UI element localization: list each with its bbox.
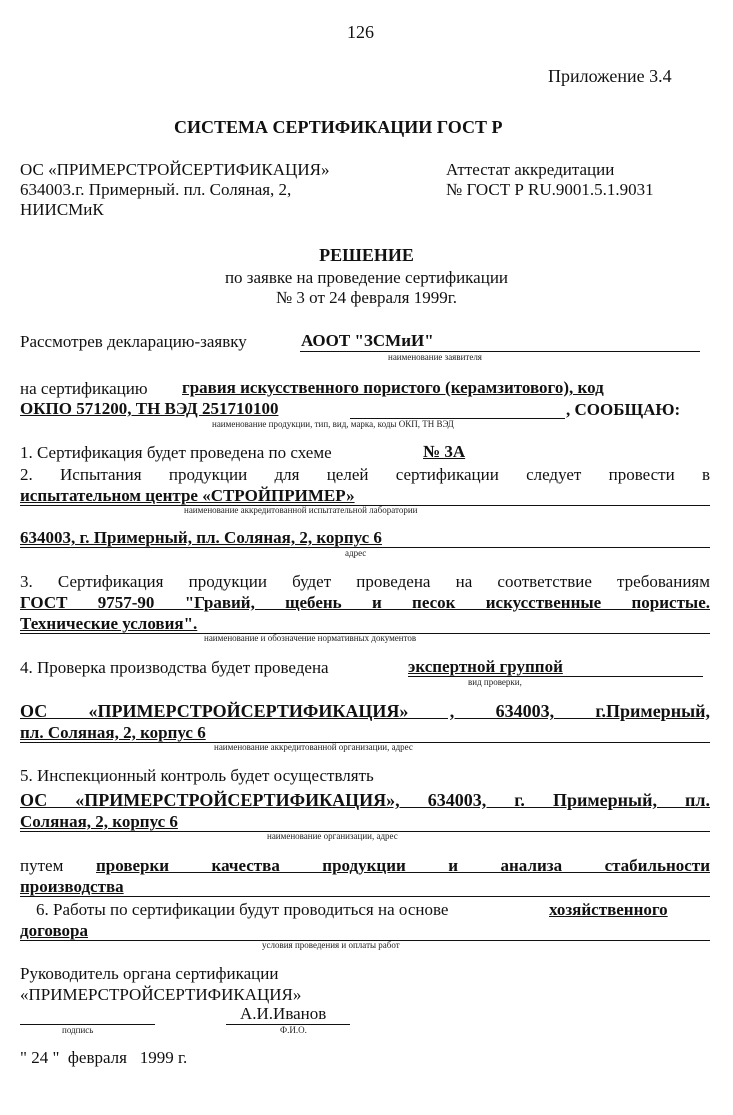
item-3-standard-line-1: ГОСТ 9757-90 "Гравий, щебень и песок искусственные пористые. [20,593,710,612]
system-title: СИСТЕМА СЕРТИФИКАЦИИ ГОСТ Р [174,117,503,137]
item-2-text: 2. Испытания продукции для целей сертификации следует провести в [20,465,710,484]
item-4-org-line-1: ОС «ПРИМЕРСТРОЙСЕРТИФИКАЦИЯ» , 634003, г.Примерный, [20,701,710,721]
item-3-text: 3. Сертификация продукции будет проведена на соответствие требованиям [20,572,710,591]
appendix-label: Приложение 3.4 [548,66,672,86]
applicant-underline [300,351,700,352]
item-6-basis-line-1: хозяйственного [549,900,668,919]
decision-subtitle: по заявке на проведение сертификации [224,268,509,287]
item-5-org-line-2: Соляная, 2, корпус 6 [20,812,178,831]
item-5-method-line-1: проверки качества продукции и анализа стабильности [96,856,710,875]
item-2-address-caption: адрес [345,548,367,558]
item-2-caption: наименование аккредитованной испытательной лаборатории [184,505,418,515]
item-6-caption: условия проведения и оплаты работ [262,940,400,950]
signature-sign-caption: подпись [62,1025,94,1035]
signature-role-line-1: Руководитель органа сертификации [20,964,279,983]
product-name-line-1: гравия искусственного пористого (керамзитового), код [182,378,604,397]
product-name-line-2: ОКПО 571200, ТН ВЭД 251710100 [20,399,279,418]
item-5-method-underline [20,896,710,897]
page-number: 126 [347,22,374,42]
item-5-text: 5. Инспекционный контроль будет осуществлять [20,766,374,785]
item-4-underline [408,676,703,677]
item-5-method-line-2: производства [20,877,124,896]
product-prefix: на сертификацию [20,379,148,398]
attestat-line-2: № ГОСТ Р RU.9001.5.1.9031 [446,180,654,199]
item-1-text: 1. Сертификация будет проведена по схеме [20,443,332,462]
item-3-caption: наименование и обозначение нормативных документов [204,633,417,643]
item-3-standard-line-2: Технические условия". [20,614,198,633]
item-2-lab: испытательном центре «СТРОЙПРИМЕР» [20,486,355,505]
attestat-line-1: Аттестат аккредитации [446,160,615,179]
item-4-org-line-2: пл. Соляная, 2, корпус 6 [20,723,206,742]
item-5-org-caption: наименование организации, адрес [267,831,398,841]
item-4-org-caption: наименование аккредитованной организации, адрес [214,742,413,752]
decision-title: РЕШЕНИЕ [319,245,414,265]
org-line-1: ОС «ПРИМЕРСТРОЙСЕРТИФИКАЦИЯ» [20,160,330,179]
applicant-prefix: Рассмотрев декларацию-заявку [20,332,247,351]
org-line-3: НИИСМиК [20,200,104,219]
item-5-org-line-1: ОС «ПРИМЕРСТРОЙСЕРТИФИКАЦИЯ», 634003, г. Примерный, пл. [20,790,710,810]
applicant-name: АООТ "ЗСМиИ" [301,331,434,350]
item-4-caption: вид проверки, [468,677,522,687]
item-2-address: 634003, г. Примерный, пл. Соляная, 2, корпус 6 [20,528,382,547]
product-suffix: , СООБЩАЮ: [566,400,681,419]
item-1-scheme: № 3А [423,442,466,461]
item-4-text: 4. Проверка производства будет проведена [20,658,329,677]
item-4-check-type: экспертной группой [408,657,563,676]
signature-name: А.И.Иванов [240,1004,327,1023]
signature-date: " 24 " февраля 1999 г. [20,1048,188,1067]
item-5-method-prefix: путем [20,856,64,875]
signature-name-caption: Ф.И.О. [280,1025,307,1035]
item-6-basis-line-2: договора [20,921,88,940]
product-caption: наименование продукции, тип, вид, марка, коды ОКП, ТН ВЭД [212,419,454,429]
applicant-caption: наименование заявителя [388,352,482,362]
item-6-text: 6. Работы по сертификации будут проводиться на основе [36,900,449,919]
org-line-2: 634003.г. Примерный. пл. Соляная, 2, [20,180,292,199]
signature-role-line-2: «ПРИМЕРСТРОЙСЕРТИФИКАЦИЯ» [20,985,302,1004]
decision-number-date: № 3 от 24 февраля 1999г. [275,288,458,307]
